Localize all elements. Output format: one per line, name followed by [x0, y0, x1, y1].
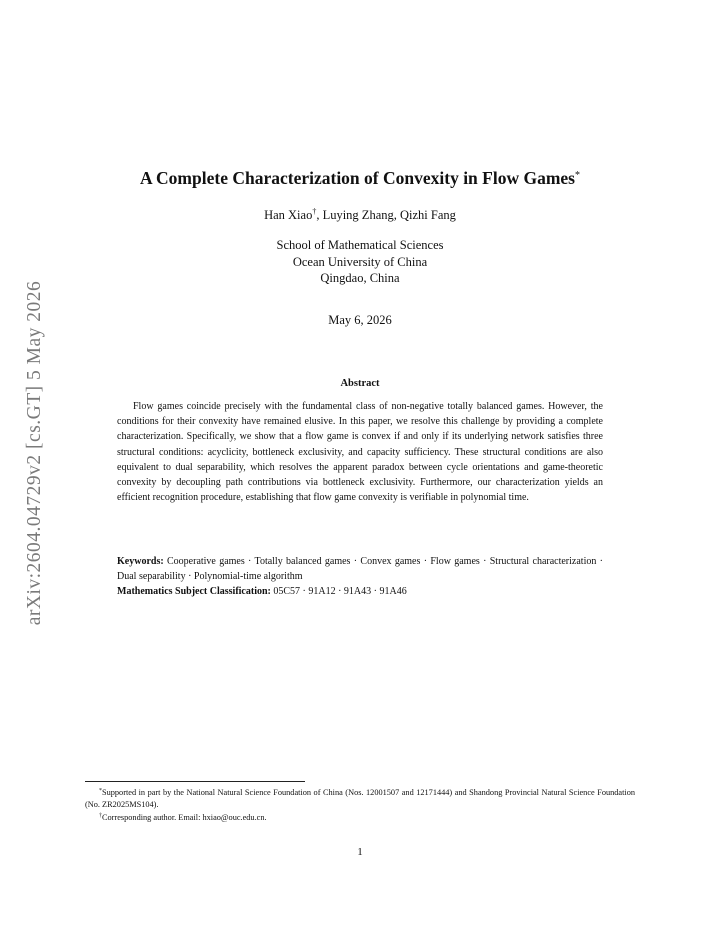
- abstract-body: Flow games coincide precisely with the fundamental class of non-negative totally balanced games. However, the conditions for their convexity have remained elusive. In this paper, we resolve this challenge by providing a complete characterization. Specifically, we show that a flow game is convex if and only if its underlying network satisfies three structural conditions: acyclicity, bottleneck exclusivity, and capacity sufficiency. These structural conditions are also equivalent to dual separability, which resolves the apparent paradox between cycle orientations and game-theoretic convexity by decoupling path contributions via bottleneck exclusivity. Furthermore, our characterization yields an efficient recognition procedure, establishing that flow game convexity is verifiable in polynomial time.: [117, 401, 603, 504]
- affiliation: [0, 237, 720, 287]
- msc-codes: 05C57 · 91A12 · 91A43 · 91A46: [273, 586, 407, 597]
- arxiv-id-text: arXiv:2604.04729v2 [cs.GT] 5 May 2026: [24, 280, 45, 625]
- affiliation-line-city: Qingdao, China: [320, 271, 400, 285]
- footnote-corresponding-text: Corresponding author. Email: hxiao@ouc.edu.cn.: [102, 813, 267, 822]
- corresponding-author-mark: †: [312, 207, 317, 216]
- keywords-label: Keywords:: [117, 556, 164, 567]
- footnote-funding: [85, 785, 635, 811]
- paper-date: May 6, 2026: [328, 313, 392, 327]
- title-footnote-mark: *: [575, 170, 580, 181]
- author-rest: , Luying Zhang, Qizhi Fang: [316, 208, 456, 222]
- footnote-corresponding: [85, 810, 635, 824]
- affiliation-line-school: School of Mathematical Sciences: [276, 238, 444, 252]
- author-list: [0, 207, 720, 223]
- keywords-text: Cooperative games · Totally balanced games · Convex games · Flow games · Structural characterization · Dual separability · Polynomial-time algorithm: [117, 556, 603, 582]
- affiliation-line-university: Ocean University of China: [292, 254, 428, 269]
- paper-title-text: A Complete Characterization of Convexity in Flow Games: [140, 168, 575, 188]
- keywords: [117, 554, 603, 584]
- page-number: 1: [357, 846, 363, 858]
- author-first: Han Xiao: [264, 208, 313, 222]
- msc-label: Mathematics Subject Classification:: [117, 586, 271, 597]
- footnote-funding-text: Supported in part by the National Natural Science Foundation of China (Nos. 12001507 and 12171444) and Shandong Provincial Natural Science Foundation (No. ZR2025MS104).: [85, 788, 635, 809]
- footnote-rule: [85, 781, 305, 782]
- msc-classification: [117, 584, 603, 599]
- footnote-funding-mark: *: [99, 788, 102, 794]
- footnote-corresponding-mark: †: [99, 813, 102, 819]
- abstract-heading: Abstract: [340, 378, 380, 389]
- paper-title: [0, 168, 720, 189]
